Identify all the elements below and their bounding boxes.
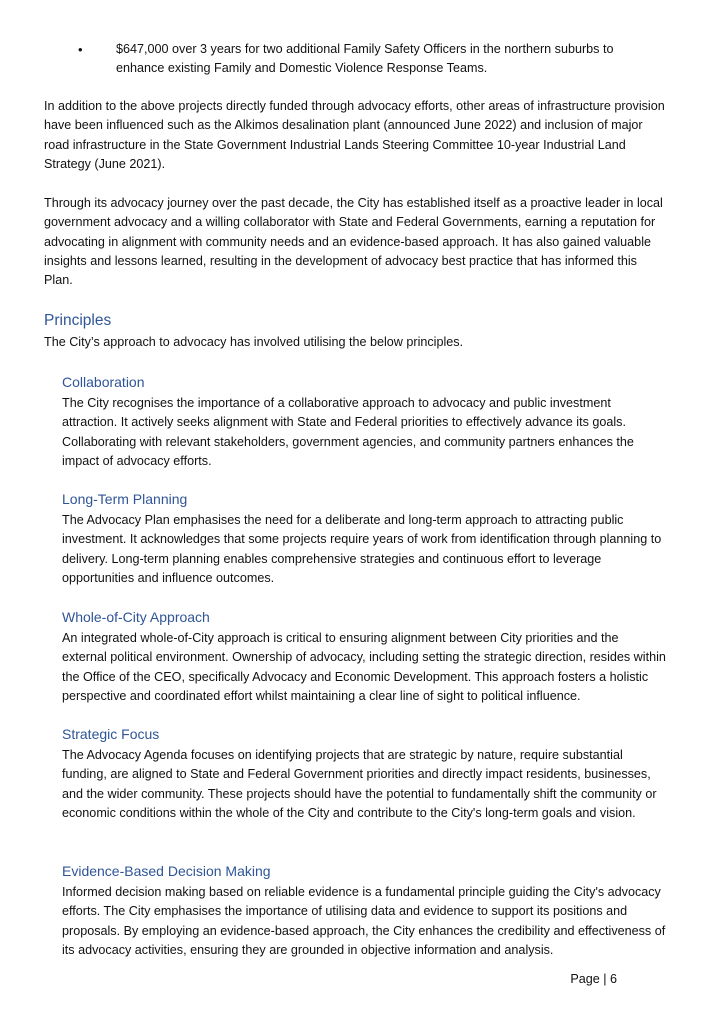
principles-heading: Principles: [44, 312, 112, 329]
principle-text: Informed decision making based on reliable evidence is a fundamental principle guiding the City's advocacy efforts. The City emphasises the importance of utilising data and evidence to support its positions and proposals. By employing an evidence-based approach, the City enhances the credibility and effectiveness of its advocacy activities, ensuring they are grounded in objective information and analysis.: [62, 885, 666, 957]
principle-text: An integrated whole-of-City approach is critical to ensuring alignment between City priorities and the external political environment. Ownership of advocacy, including setting the strategic direction, resides within the Office of the CEO, specifically Advocacy and Economic Development. This approach fosters a holistic perspective and coordinated effort whilst maintaining a clear line of sight to political influence.: [62, 631, 666, 703]
principle-title: Strategic Focus: [62, 726, 160, 742]
principle-text: The City recognises the importance of a collaborative approach to advocacy and public investment attraction. It actively seeks alignment with State and Federal priorities to effectively advance its goals. Collaborating with relevant stakeholders, government agencies, and community partners enhances the impact of advocacy efforts.: [62, 396, 634, 468]
principle-strategic-focus: [62, 724, 666, 823]
principle-title: Long-Term Planning: [62, 491, 188, 507]
principle-collaboration: [62, 372, 666, 471]
principle-evidence-based: [62, 861, 666, 960]
page-number: Page | 6: [570, 972, 617, 986]
bullet-marker: •: [78, 42, 83, 57]
principle-whole-of-city: [62, 607, 666, 706]
principle-text: The Advocacy Agenda focuses on identifying projects that are strategic by nature, require substantial funding, are aligned to State and Federal Government priorities and directly impact residents, businesses, and the wider community. These projects should have the potential to fundamentally shift the community or economic conditions within the whole of the City and contribute to the City's long-term goals and vision.: [62, 748, 657, 820]
principle-text: The Advocacy Plan emphasises the need for a deliberate and long-term approach to attracting public investment. It acknowledges that some projects require years of work from identification through planning to delivery. Long-term planning enables comprehensive strategies and continuous effort to leverage opportunities and influence outcomes.: [62, 513, 662, 585]
paragraph-infrastructure: In addition to the above projects directly funded through advocacy efforts, other areas of infrastructure provision have been influenced such as the Alkimos desalination plant (announced June 2022) and inclusion of major road infrastructure in the State Government Industrial Lands Steering Committee 10-year Industrial Land Strategy (June 2021).: [44, 99, 665, 171]
principle-title: Evidence-Based Decision Making: [62, 863, 271, 879]
principle-title: Whole-of-City Approach: [62, 609, 210, 625]
principles-intro: The City’s approach to advocacy has involved utilising the below principles.: [44, 335, 464, 349]
bullet-text: $647,000 over 3 years for two additional Family Safety Officers in the northern suburbs to enhance existing Family and Domestic Violence Response Teams.: [116, 42, 614, 76]
bullet-item: [44, 40, 664, 79]
principle-long-term-planning: [62, 489, 666, 588]
paragraph-advocacy-journey: Through its advocacy journey over the past decade, the City has established itself as a proactive leader in local government advocacy and a willing collaborator with State and Federal Governments, earning a reputation for advocating in alignment with community needs and an evidence-based approach. It has also gained valuable insights and lessons learned, resulting in the development of advocacy best practice that has informed this Plan.: [44, 196, 663, 288]
principle-title: Collaboration: [62, 374, 145, 390]
